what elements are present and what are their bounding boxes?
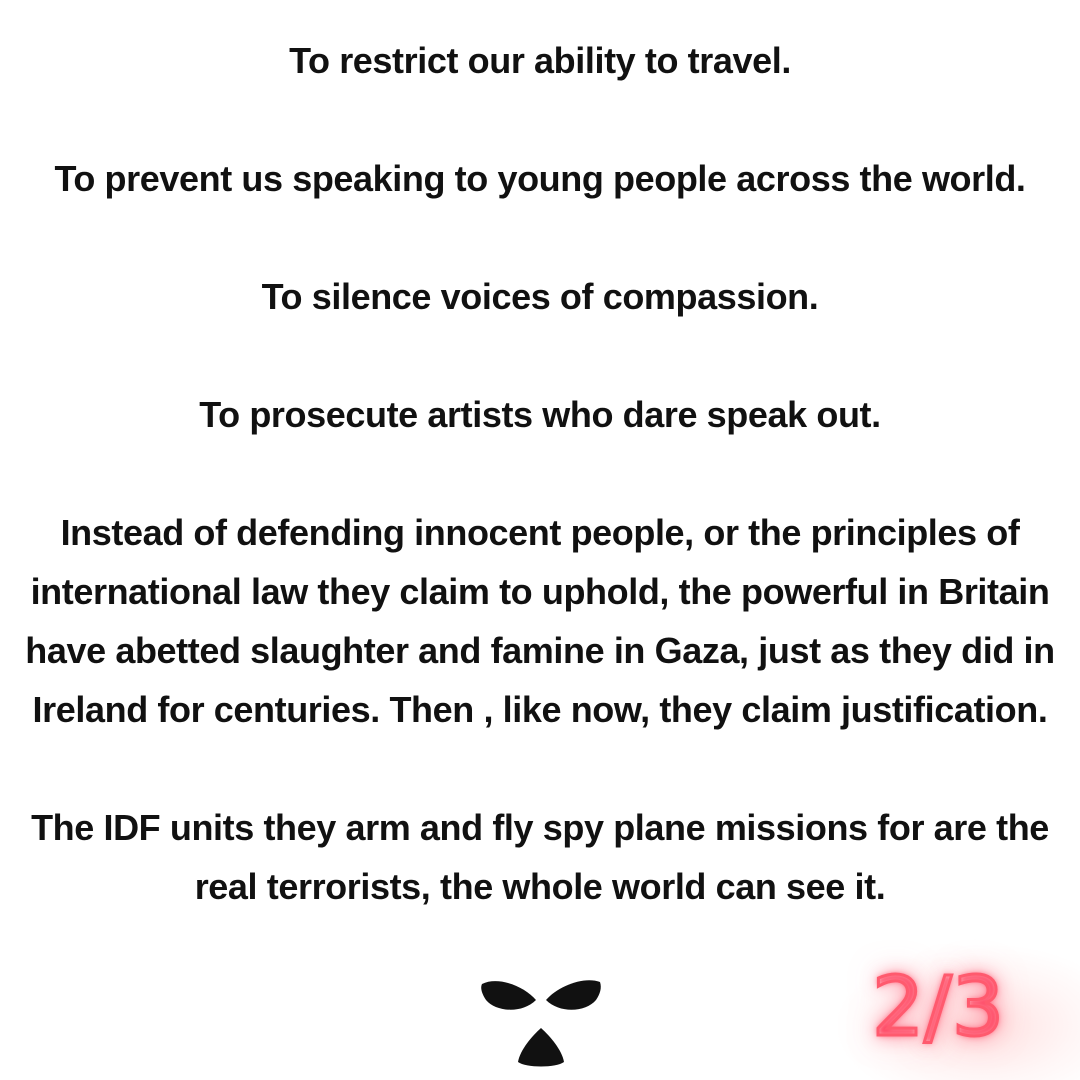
statement-idf-paragraph <box>0 798 1080 916</box>
face-mask-icon <box>476 974 606 1074</box>
statement-compassion: To silence voices of compassion. <box>261 276 819 317</box>
statement-artists: To prosecute artists who dare speak out. <box>199 394 881 435</box>
statement-travel: To restrict our ability to travel. <box>289 40 791 81</box>
statement-speaking: To prevent us speaking to young people across the world. <box>54 158 1026 199</box>
paragraph-line: international law they claim to uphold, the powerful in Britain <box>30 571 1050 612</box>
paragraph-line: Instead of defending innocent people, or the principles of <box>60 512 1020 553</box>
paragraph-line: The IDF units they arm and fly spy plane missions for are the <box>31 807 1049 848</box>
paragraph-line: real terrorists, the whole world can see it. <box>194 866 886 907</box>
paragraph-line: have abetted slaughter and famine in Gaza, just as they did in <box>25 630 1055 671</box>
page-counter-text: 2/3 <box>872 960 1004 1055</box>
mouth-shape <box>518 1028 564 1067</box>
paragraph-line: Ireland for centuries. Then , like now, they claim justification. <box>32 689 1048 730</box>
statement-britain-paragraph <box>0 503 1080 739</box>
left-eye-shape <box>481 981 536 1010</box>
right-eye-shape <box>546 980 601 1010</box>
page-counter <box>838 945 1080 1080</box>
